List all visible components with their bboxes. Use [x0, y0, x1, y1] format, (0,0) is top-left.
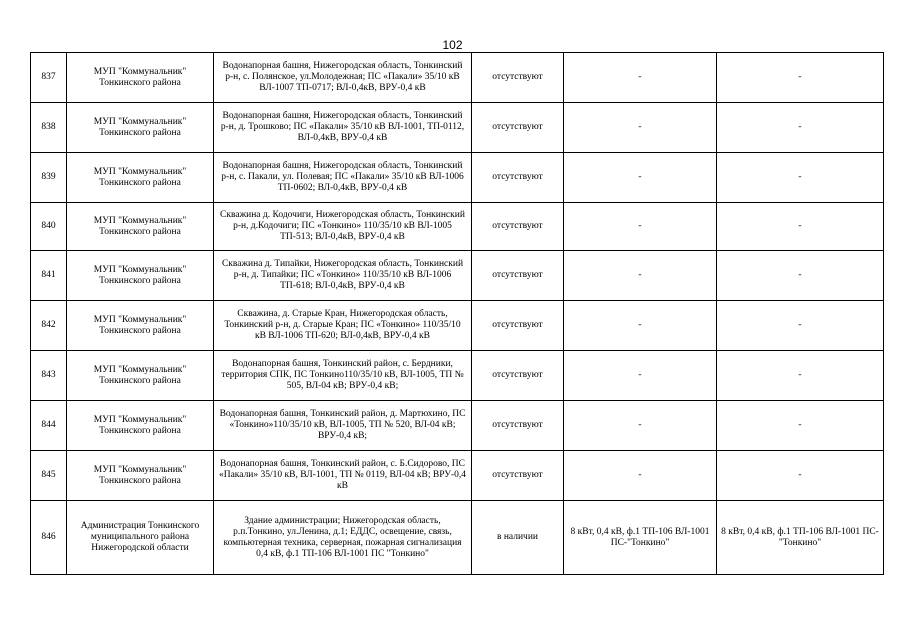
capacity-cell: - — [564, 301, 717, 351]
table-row — [31, 501, 884, 575]
source-cell: - — [717, 103, 884, 153]
source-cell: - — [717, 53, 884, 103]
object-cell: Здание администрации; Нижегородская область, р.п.Тонкино, ул.Ленина, д.1; ЕДДС, освещение, связь, компьютерная техника, серверная, пожарная сигнализация 0,4 кВ, ф.1 ТП-106 ВЛ-1001 ПС "Тонкино" — [214, 501, 472, 575]
status-cell: отсутствуют — [472, 301, 564, 351]
status-cell: отсутствуют — [472, 103, 564, 153]
capacity-cell: - — [564, 103, 717, 153]
capacity-cell: - — [564, 451, 717, 501]
organization-cell: МУП "Коммунальник" Тонкинского района — [67, 451, 214, 501]
object-cell: Скважина д. Типайки, Нижегородская область, Тонкинский р-н, д. Типайки; ПС «Тонкино» 110/35/10 кВ ВЛ-1006 ТП-618; ВЛ-0,4кВ, ВРУ-0,4 кВ — [214, 251, 472, 301]
capacity-cell: - — [564, 203, 717, 251]
row-number: 841 — [31, 251, 67, 301]
row-number: 838 — [31, 103, 67, 153]
capacity-cell: - — [564, 53, 717, 103]
capacity-cell: 8 кВт, 0,4 кВ, ф.1 ТП-106 ВЛ-1001 ПС-"Тонкино" — [564, 501, 717, 575]
page-number: 102 — [442, 38, 463, 52]
row-number: 846 — [31, 501, 67, 575]
capacity-cell: - — [564, 401, 717, 451]
status-cell: отсутствуют — [472, 53, 564, 103]
organization-cell: МУП "Коммунальник" Тонкинского района — [67, 203, 214, 251]
object-cell: Скважина, д. Старые Кран, Нижегородская область, Тонкинский р-н, д. Старые Кран; ПС «Тонкино» 110/35/10 кВ ВЛ-1006 ТП-620; ВЛ-0,4кВ, ВРУ-0,4 кВ — [214, 301, 472, 351]
source-cell: 8 кВт, 0,4 кВ, ф.1 ТП-106 ВЛ-1001 ПС-"Тонкино" — [717, 501, 884, 575]
row-number: 839 — [31, 153, 67, 203]
organization-cell: МУП "Коммунальник" Тонкинского района — [67, 153, 214, 203]
organization-cell: МУП "Коммунальник" Тонкинского района — [67, 53, 214, 103]
organization-cell: МУП "Коммунальник" Тонкинского района — [67, 301, 214, 351]
table-row — [31, 103, 884, 153]
object-cell: Водонапорная башня, Тонкинский район, с. Б.Сидорово, ПС «Пакали» 35/10 кВ, ВЛ-1001, ТП № 0119, ВЛ-04 кВ; ВРУ-0,4 кВ — [214, 451, 472, 501]
object-cell: Водонапорная башня, Нижегородская область, Тонкинский р-н, д. Трошково; ПС «Пакали» 35/10 кВ ВЛ-1001, ТП-0112, ВЛ-0,4кВ, ВРУ-0,4 кВ — [214, 103, 472, 153]
organization-cell: МУП "Коммунальник" Тонкинского района — [67, 351, 214, 401]
source-cell: - — [717, 451, 884, 501]
row-number: 840 — [31, 203, 67, 251]
status-cell: отсутствуют — [472, 351, 564, 401]
organization-cell: МУП "Коммунальник" Тонкинского района — [67, 401, 214, 451]
table-row — [31, 401, 884, 451]
row-number: 844 — [31, 401, 67, 451]
source-cell: - — [717, 351, 884, 401]
source-cell: - — [717, 251, 884, 301]
table-row — [31, 251, 884, 301]
object-cell: Водонапорная башня, Тонкинский район, д. Мартюхино, ПС «Тонкино»110/35/10 кВ, ВЛ-1005, ТП № 520, ВЛ-04 кВ; ВРУ-0,4 кВ; — [214, 401, 472, 451]
capacity-cell: - — [564, 351, 717, 401]
organization-cell: МУП "Коммунальник" Тонкинского района — [67, 103, 214, 153]
row-number: 843 — [31, 351, 67, 401]
status-cell: отсутствуют — [472, 251, 564, 301]
table-row — [31, 351, 884, 401]
source-cell: - — [717, 203, 884, 251]
table-row — [31, 153, 884, 203]
status-cell: в наличии — [472, 501, 564, 575]
objects-table — [30, 52, 884, 575]
object-cell: Скважина д. Кодочиги, Нижегородская область, Тонкинский р-н, д.Кодочиги; ПС «Тонкино» 110/35/10 кВ ВЛ-1005 ТП-513; ВЛ-0,4кВ, ВРУ-0,4 кВ — [214, 203, 472, 251]
table-row — [31, 203, 884, 251]
capacity-cell: - — [564, 153, 717, 203]
organization-cell: Администрация Тонкинского муниципального района Нижегородской области — [67, 501, 214, 575]
table-row — [31, 301, 884, 351]
source-cell: - — [717, 153, 884, 203]
status-cell: отсутствуют — [472, 451, 564, 501]
row-number: 845 — [31, 451, 67, 501]
table-row — [31, 53, 884, 103]
object-cell: Водонапорная башня, Тонкинский район, с. Бердники, территория СПК, ПС Тонкино110/35/10 кВ, ВЛ-1005, ТП № 505, ВЛ-04 кВ; ВРУ-0,4 кВ; — [214, 351, 472, 401]
status-cell: отсутствуют — [472, 153, 564, 203]
object-cell: Водонапорная башня, Нижегородская область, Тонкинский р-н, с. Пакали, ул. Полевая; ПС «Пакали» 35/10 кВ ВЛ-1006 ТП-0602; ВЛ-0,4кВ, ВРУ-0,4 кВ — [214, 153, 472, 203]
row-number: 842 — [31, 301, 67, 351]
capacity-cell: - — [564, 251, 717, 301]
organization-cell: МУП "Коммунальник" Тонкинского района — [67, 251, 214, 301]
object-cell: Водонапорная башня, Нижегородская область, Тонкинский р-н, с. Полянское, ул.Молодежная; ПС «Пакали» 35/10 кВ ВЛ-1007 ТП-0717; ВЛ-0,4кВ, ВРУ-0,4 кВ — [214, 53, 472, 103]
source-cell: - — [717, 301, 884, 351]
status-cell: отсутствуют — [472, 203, 564, 251]
source-cell: - — [717, 401, 884, 451]
status-cell: отсутствуют — [472, 401, 564, 451]
row-number: 837 — [31, 53, 67, 103]
table-row — [31, 451, 884, 501]
